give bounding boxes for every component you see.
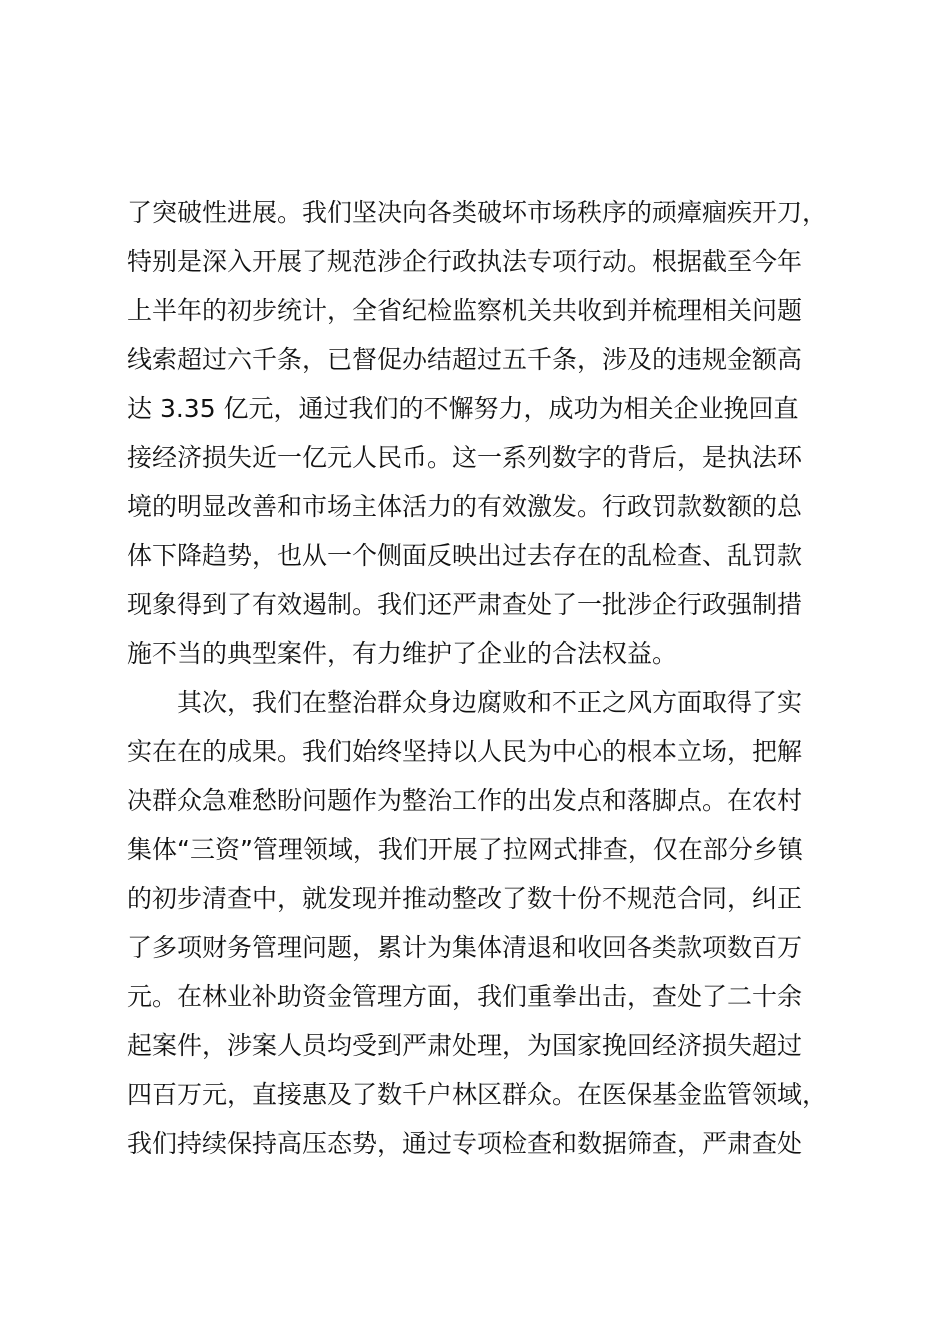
text-line: 决群众急难愁盼问题作为整治工作的出发点和落脚点。在农村: [127, 786, 803, 815]
text-line: 四百万元，直接惠及了数千户林区群众。在医保基金监管领域，: [127, 1080, 828, 1109]
text-line: 实在在的成果。我们始终坚持以人民为中心的根本立场，把解: [127, 737, 803, 766]
text-line: 集体“三资”管理领域，我们开展了拉网式排查，仅在部分乡镇: [127, 835, 803, 864]
text-line: 现象得到了有效遏制。我们还严肃查处了一批涉企行政强制措: [127, 590, 803, 619]
text-line: 的初步清查中，就发现并推动整改了数十份不规范合同，纠正: [127, 884, 803, 913]
text-line: 施不当的典型案件，有力维护了企业的合法权益。: [127, 639, 678, 668]
text-line: 元。在林业补助资金管理方面，我们重拳出击，查处了二十余: [127, 982, 803, 1011]
text-line-indented: 其次，我们在整治群众身边腐败和不正之风方面取得了实: [177, 688, 803, 717]
text-line: 达 3.35 亿元，通过我们的不懈努力，成功为相关企业挽回直: [127, 394, 799, 423]
text-line: 特别是深入开展了规范涉企行政执法专项行动。根据截至今年: [127, 247, 803, 276]
text-line: 我们持续保持高压态势，通过专项检查和数据筛查，严肃查处: [127, 1129, 803, 1158]
paragraph-1: [127, 188, 857, 678]
text-line: 线索超过六千条，已督促办结超过五千条，涉及的违规金额高: [127, 345, 803, 374]
text-line: 境的明显改善和市场主体活力的有效激发。行政罚款数额的总: [127, 492, 803, 521]
body-text: [127, 188, 857, 1168]
text-line: 起案件，涉案人员均受到严肃处理，为国家挽回经济损失超过: [127, 1031, 803, 1060]
text-line: 体下降趋势，也从一个侧面反映出过去存在的乱检查、乱罚款: [127, 541, 803, 570]
paragraph-2: [127, 678, 857, 1168]
text-line: 接经济损失近一亿元人民币。这一系列数字的背后，是执法环: [127, 443, 803, 472]
text-line: 了多项财务管理问题，累计为集体清退和收回各类款项数百万: [127, 933, 803, 962]
text-line: 上半年的初步统计，全省纪检监察机关共收到并梳理相关问题: [127, 296, 803, 325]
text-line: 了突破性进展。我们坚决向各类破坏市场秩序的顽瘴痼疾开刀，: [127, 198, 828, 227]
